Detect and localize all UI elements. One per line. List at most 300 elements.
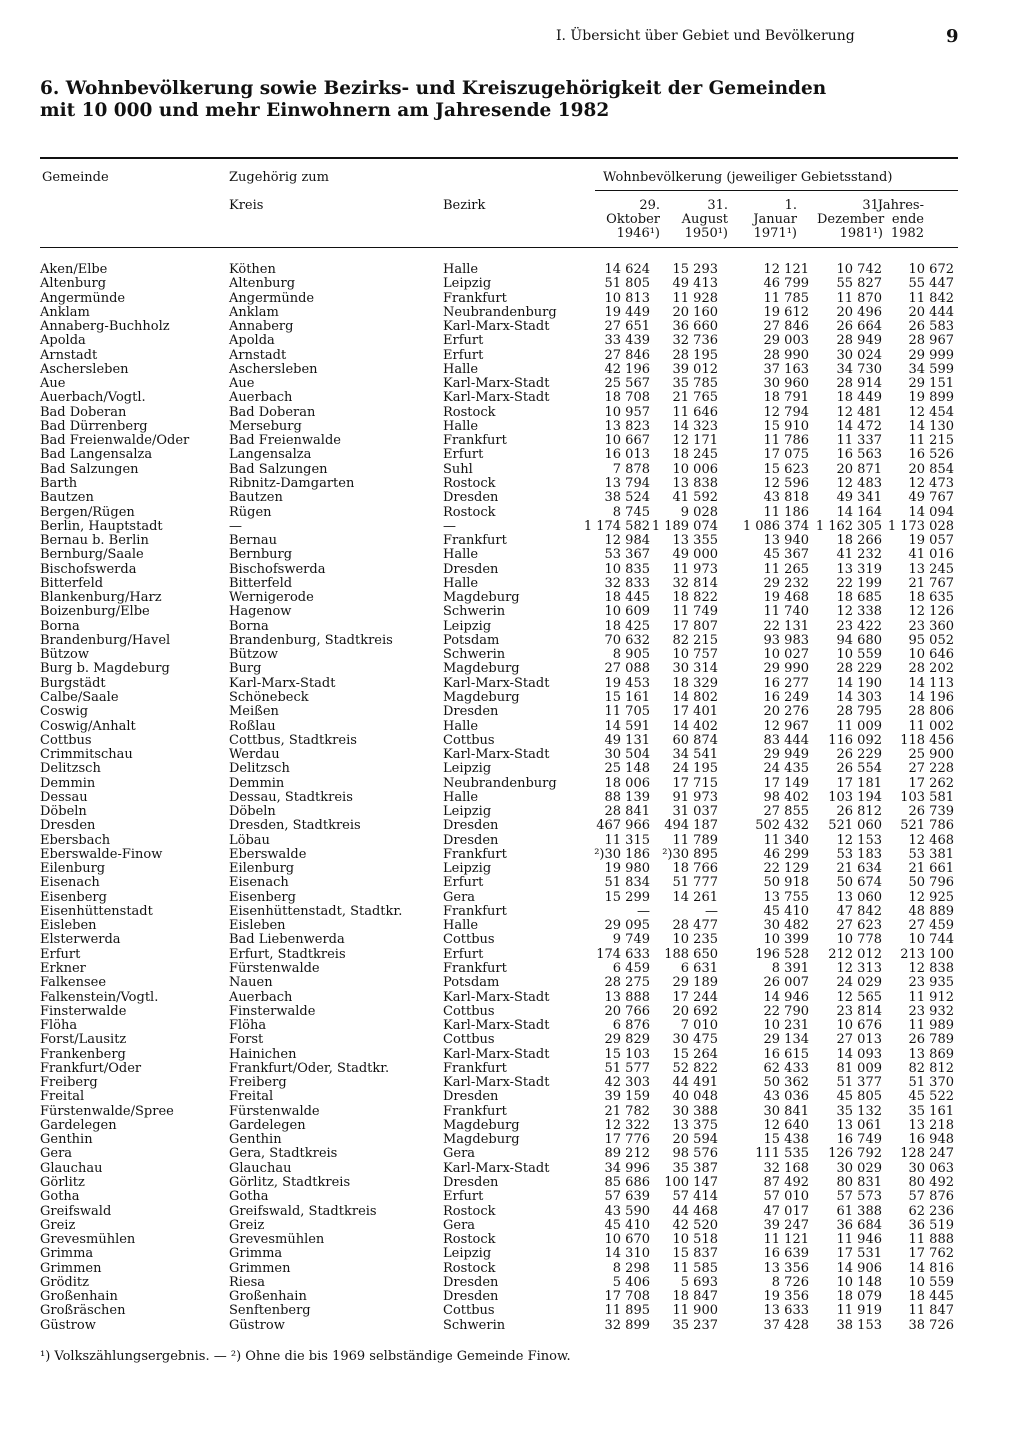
cell-pop-1950: 11 789 xyxy=(672,832,718,848)
cell-pop-1981: 36 684 xyxy=(836,1217,882,1233)
cell-pop-1982: 128 247 xyxy=(900,1146,954,1162)
table-body xyxy=(0,263,1024,1333)
cell-pop-1946: 88 139 xyxy=(604,789,650,805)
cell-pop-1971: 39 247 xyxy=(763,1217,809,1233)
cell-bezirk: Neubrandenburg xyxy=(443,775,557,791)
table-row xyxy=(0,1147,1024,1161)
cell-pop-1950: 35 785 xyxy=(672,376,718,392)
cell-bezirk: Gera xyxy=(443,1217,476,1233)
cell-kreis: Aschersleben xyxy=(229,361,318,377)
cell-pop-1946: 20 766 xyxy=(604,1003,650,1019)
cell-pop-1982: 12 454 xyxy=(908,404,954,420)
cell-bezirk: Halle xyxy=(443,418,479,434)
cell-kreis: Bützow xyxy=(229,647,278,663)
cell-kreis: Bautzen xyxy=(229,490,283,506)
cell-pop-1950: 57 414 xyxy=(672,1189,718,1205)
cell-kreis: Gardelegen xyxy=(229,1117,306,1133)
cell-pop-1971: 12 596 xyxy=(763,475,809,491)
table-row xyxy=(0,377,1024,391)
cell-pop-1946: 10 957 xyxy=(604,404,650,420)
cell-pop-1981: 17 181 xyxy=(836,775,882,791)
cell-bezirk: Halle xyxy=(443,789,479,805)
cell-bezirk: Cottbus xyxy=(443,1303,495,1319)
cell-pop-1950: 20 692 xyxy=(672,1003,718,1019)
cell-pop-1982: 51 370 xyxy=(908,1075,954,1091)
cell-pop-1982: 21 767 xyxy=(908,575,954,591)
cell-pop-1981: 49 341 xyxy=(836,490,882,506)
cell-kreis: Bitterfeld xyxy=(229,575,293,591)
cell-gemeinde: Erkner xyxy=(40,961,86,977)
cell-pop-1946: 25 567 xyxy=(604,376,650,392)
cell-bezirk: Rostock xyxy=(443,504,496,520)
cell-pop-1981: 14 303 xyxy=(836,689,882,705)
cell-pop-1982: 18 635 xyxy=(908,590,954,606)
cell-pop-1971: 11 265 xyxy=(763,561,809,577)
cell-pop-1982: 80 492 xyxy=(908,1175,954,1190)
cell-pop-1971: 10 231 xyxy=(763,1018,809,1034)
cell-bezirk: Rostock xyxy=(443,1232,496,1248)
cell-pop-1971: 32 168 xyxy=(763,1160,809,1176)
cell-kreis: Grimmen xyxy=(229,1260,291,1276)
cell-gemeinde: Berlin, Hauptstadt xyxy=(40,518,163,534)
cell-gemeinde: Aken/Elbe xyxy=(40,262,108,277)
cell-pop-1981: 23 422 xyxy=(836,618,882,634)
cell-bezirk: Frankfurt xyxy=(443,290,507,306)
cell-gemeinde: Bad Freienwalde/Oder xyxy=(40,433,190,449)
cell-pop-1981: 10 676 xyxy=(836,1018,882,1034)
header-wohnbevoelkerung: Wohnbevölkerung (jeweiliger Gebietsstand) xyxy=(603,170,893,185)
cell-gemeinde: Dresden xyxy=(40,818,96,834)
table-row xyxy=(0,834,1024,848)
cell-gemeinde: Fürstenwalde/Spree xyxy=(40,1103,174,1119)
cell-kreis: Güstrow xyxy=(229,1317,285,1333)
cell-kreis: Langensalza xyxy=(229,447,312,463)
cell-gemeinde: Boizenburg/Elbe xyxy=(40,604,150,620)
cell-pop-1946: 13 888 xyxy=(604,989,650,1005)
cell-pop-1971: 45 367 xyxy=(763,547,809,563)
cell-pop-1950: 49 413 xyxy=(672,276,718,292)
cell-kreis: Angermünde xyxy=(229,290,315,306)
cell-kreis: Bad Freienwalde xyxy=(229,433,341,449)
cell-bezirk: Potsdam xyxy=(443,975,500,991)
cell-pop-1946: 28 275 xyxy=(604,975,650,991)
cell-pop-1946: 32 899 xyxy=(604,1317,650,1333)
cell-pop-1946: 19 980 xyxy=(604,861,650,877)
table-row xyxy=(0,363,1024,377)
cell-pop-1982: 55 447 xyxy=(908,276,954,292)
cell-pop-1981: 12 565 xyxy=(836,989,882,1005)
cell-pop-1950: 49 000 xyxy=(672,547,718,563)
cell-pop-1946: 53 367 xyxy=(604,547,650,563)
cell-bezirk: Leipzig xyxy=(443,618,492,634)
table-row xyxy=(0,720,1024,734)
cell-pop-1950: 20 594 xyxy=(672,1132,718,1148)
cell-pop-1971: 27 846 xyxy=(763,319,809,335)
cell-bezirk: Dresden xyxy=(443,561,499,577)
cell-pop-1971: 29 003 xyxy=(763,333,809,349)
cell-pop-1946: 42 303 xyxy=(604,1075,650,1091)
table-row xyxy=(0,577,1024,591)
cell-pop-1946: 19 449 xyxy=(604,304,650,320)
cell-pop-1982: 27 459 xyxy=(908,918,954,934)
cell-pop-1982: 19 057 xyxy=(908,533,954,549)
cell-bezirk: Frankfurt xyxy=(443,433,507,449)
cell-bezirk: Neubrandenburg xyxy=(443,304,557,320)
cell-pop-1982: 23 935 xyxy=(908,975,954,991)
cell-pop-1946: 8 905 xyxy=(612,647,650,663)
cell-pop-1946: 32 833 xyxy=(604,575,650,591)
cell-pop-1971: 30 960 xyxy=(763,376,809,392)
cell-kreis: Köthen xyxy=(229,262,276,277)
cell-pop-1982: 12 126 xyxy=(908,604,954,620)
cell-bezirk: Magdeburg xyxy=(443,590,520,606)
cell-bezirk: Karl-Marx-Stadt xyxy=(443,390,550,406)
table-row xyxy=(0,1233,1024,1247)
cell-pop-1971: 12 121 xyxy=(763,262,809,277)
cell-pop-1946: 85 686 xyxy=(604,1175,650,1190)
cell-pop-1950: 11 900 xyxy=(672,1303,718,1319)
cell-gemeinde: Burgstädt xyxy=(40,675,106,691)
cell-pop-1982: 38 726 xyxy=(908,1317,954,1333)
cell-pop-1950: — xyxy=(705,903,718,919)
cell-bezirk: Dresden xyxy=(443,1089,499,1105)
cell-bezirk: Dresden xyxy=(443,1274,499,1290)
table-row xyxy=(0,662,1024,676)
cell-pop-1950: 14 323 xyxy=(672,418,718,434)
cell-pop-1950: 30 475 xyxy=(672,1032,718,1048)
table-row xyxy=(0,491,1024,505)
table-row xyxy=(0,933,1024,947)
cell-pop-1982: 11 989 xyxy=(908,1018,954,1034)
cell-gemeinde: Bischofswerda xyxy=(40,561,137,577)
cell-kreis: Riesa xyxy=(229,1274,266,1290)
cell-pop-1982: 95 052 xyxy=(908,632,954,648)
cell-kreis: Hainichen xyxy=(229,1046,297,1062)
cell-gemeinde: Genthin xyxy=(40,1132,93,1148)
cell-pop-1981: 30 024 xyxy=(836,347,882,363)
cell-pop-1971: 12 794 xyxy=(763,404,809,420)
cell-pop-1946: 11 895 xyxy=(604,1303,650,1319)
cell-kreis: Bernau xyxy=(229,533,277,549)
cell-pop-1982: 28 967 xyxy=(908,333,954,349)
cell-pop-1982: 14 113 xyxy=(908,675,954,691)
cell-pop-1982: 57 876 xyxy=(908,1189,954,1205)
cell-gemeinde: Arnstadt xyxy=(40,347,98,363)
table-row xyxy=(0,805,1024,819)
cell-pop-1946: 11 705 xyxy=(604,704,650,720)
cell-pop-1981: 20 496 xyxy=(836,304,882,320)
cell-pop-1950: 60 874 xyxy=(672,732,718,748)
table-row xyxy=(0,905,1024,919)
cell-kreis: Burg xyxy=(229,661,262,677)
cell-pop-1971: 1 086 374 xyxy=(742,518,809,534)
cell-bezirk: Karl-Marx-Stadt xyxy=(443,747,550,763)
cell-pop-1982: 12 925 xyxy=(908,889,954,905)
cell-pop-1982: 18 445 xyxy=(908,1289,954,1305)
table-row xyxy=(0,520,1024,534)
cell-bezirk: Cottbus xyxy=(443,1032,495,1048)
cell-pop-1971: 11 740 xyxy=(763,604,809,620)
cell-pop-1950: 21 765 xyxy=(672,390,718,406)
cell-pop-1971: 13 356 xyxy=(763,1260,809,1276)
cell-pop-1950: 12 171 xyxy=(672,433,718,449)
table-row xyxy=(0,605,1024,619)
table-row xyxy=(0,506,1024,520)
table-row xyxy=(0,705,1024,719)
cell-pop-1982: 12 473 xyxy=(908,475,954,491)
cell-pop-1971: 30 482 xyxy=(763,918,809,934)
cell-kreis: Cottbus, Stadtkreis xyxy=(229,732,357,748)
cell-pop-1982: 10 672 xyxy=(908,262,954,277)
cell-pop-1981: 22 199 xyxy=(836,575,882,591)
cell-pop-1982: 26 739 xyxy=(908,804,954,820)
cell-pop-1981: 50 674 xyxy=(836,875,882,891)
cell-kreis: Karl-Marx-Stadt xyxy=(229,675,336,691)
cell-pop-1946: 34 996 xyxy=(604,1160,650,1176)
cell-pop-1950: 91 973 xyxy=(672,789,718,805)
cell-pop-1982: 20 854 xyxy=(908,461,954,477)
cell-pop-1971: 50 362 xyxy=(763,1075,809,1091)
cell-pop-1950: 7 010 xyxy=(680,1018,718,1034)
cell-gemeinde: Görlitz xyxy=(40,1175,85,1190)
cell-gemeinde: Coswig/Anhalt xyxy=(40,718,136,734)
table-row xyxy=(0,391,1024,405)
cell-bezirk: Cottbus xyxy=(443,1003,495,1019)
cell-gemeinde: Eisenach xyxy=(40,875,100,891)
cell-bezirk: Leipzig xyxy=(443,761,492,777)
cell-pop-1971: 27 855 xyxy=(763,804,809,820)
cell-pop-1971: 22 790 xyxy=(763,1003,809,1019)
cell-bezirk: Magdeburg xyxy=(443,661,520,677)
cell-pop-1971: 10 027 xyxy=(763,647,809,663)
cell-kreis: Erfurt, Stadtkreis xyxy=(229,946,346,962)
cell-pop-1981: 53 183 xyxy=(836,846,882,862)
cell-kreis: Nauen xyxy=(229,975,273,991)
cell-pop-1946: 15 161 xyxy=(604,689,650,705)
cell-pop-1971: 62 433 xyxy=(763,1060,809,1076)
cell-pop-1950: 35 387 xyxy=(672,1160,718,1176)
cell-gemeinde: Gotha xyxy=(40,1189,80,1205)
cell-bezirk: Cottbus xyxy=(443,732,495,748)
cell-pop-1950: 1 189 074 xyxy=(651,518,718,534)
cell-kreis: Apolda xyxy=(229,333,275,349)
cell-bezirk: Magdeburg xyxy=(443,689,520,705)
cell-gemeinde: Güstrow xyxy=(40,1317,96,1333)
cell-pop-1971: 16 249 xyxy=(763,689,809,705)
cell-pop-1950: 51 777 xyxy=(672,875,718,891)
cell-pop-1950: 32 814 xyxy=(672,575,718,591)
cell-pop-1971: 87 492 xyxy=(763,1175,809,1190)
cell-kreis: Freital xyxy=(229,1089,274,1105)
cell-pop-1981: 10 559 xyxy=(836,647,882,663)
cell-pop-1971: 15 910 xyxy=(763,418,809,434)
cell-kreis: Dresden, Stadtkreis xyxy=(229,818,361,834)
cell-kreis: Bad Salzungen xyxy=(229,461,328,477)
cell-pop-1950: 82 215 xyxy=(672,632,718,648)
table-row xyxy=(0,1005,1024,1019)
cell-gemeinde: Brandenburg/Havel xyxy=(40,632,171,648)
cell-gemeinde: Eilenburg xyxy=(40,861,106,877)
cell-kreis: Gotha xyxy=(229,1189,269,1205)
running-head: I. Übersicht über Gebiet und Bevölkerung xyxy=(556,28,855,44)
table-row xyxy=(0,948,1024,962)
cell-bezirk: Erfurt xyxy=(443,875,484,891)
cell-gemeinde: Greiz xyxy=(40,1217,76,1233)
header-gemeinde: Gemeinde xyxy=(42,170,109,185)
cell-kreis: Eisleben xyxy=(229,918,286,934)
cell-kreis: Görlitz, Stadtkreis xyxy=(229,1175,351,1190)
cell-kreis: Werdau xyxy=(229,747,280,763)
population-header-rule xyxy=(595,190,958,191)
cell-bezirk: Frankfurt xyxy=(443,533,507,549)
cell-pop-1946: 8 298 xyxy=(612,1260,650,1276)
table-row xyxy=(0,976,1024,990)
cell-kreis: Eisenberg xyxy=(229,889,296,905)
cell-pop-1971: 29 134 xyxy=(763,1032,809,1048)
cell-pop-1971: 13 633 xyxy=(763,1303,809,1319)
cell-pop-1971: 83 444 xyxy=(763,732,809,748)
cell-pop-1971: 17 075 xyxy=(763,447,809,463)
cell-bezirk: Leipzig xyxy=(443,276,492,292)
cell-pop-1981: 11 946 xyxy=(836,1232,882,1248)
cell-pop-1982: 50 796 xyxy=(908,875,954,891)
cell-kreis: Döbeln xyxy=(229,804,276,820)
cell-gemeinde: Cottbus xyxy=(40,732,92,748)
cell-pop-1950: 13 838 xyxy=(672,475,718,491)
cell-pop-1946: 28 841 xyxy=(604,804,650,820)
table-row xyxy=(0,791,1024,805)
cell-gemeinde: Frankenberg xyxy=(40,1046,126,1062)
cell-bezirk: Potsdam xyxy=(443,632,500,648)
cell-kreis: Genthin xyxy=(229,1132,282,1148)
table-row xyxy=(0,277,1024,291)
cell-pop-1982: 11 888 xyxy=(908,1232,954,1248)
cell-pop-1946: 467 966 xyxy=(596,818,650,834)
cell-pop-1971: 8 726 xyxy=(771,1274,809,1290)
table-row xyxy=(0,1105,1024,1119)
cell-pop-1981: 11 870 xyxy=(836,290,882,306)
table-row xyxy=(0,1019,1024,1033)
cell-gemeinde: Aschersleben xyxy=(40,361,129,377)
cell-pop-1946: 49 131 xyxy=(604,732,650,748)
cell-pop-1971: 22 131 xyxy=(763,618,809,634)
cell-pop-1971: 13 940 xyxy=(763,533,809,549)
cell-pop-1946: 21 782 xyxy=(604,1103,650,1119)
table-row xyxy=(0,563,1024,577)
cell-pop-1950: 17 715 xyxy=(672,775,718,791)
cell-pop-1950: 13 375 xyxy=(672,1117,718,1133)
cell-bezirk: Dresden xyxy=(443,704,499,720)
cell-gemeinde: Bad Doberan xyxy=(40,404,127,420)
cell-bezirk: — xyxy=(443,518,456,534)
cell-pop-1950: 6 631 xyxy=(680,961,718,977)
table-row xyxy=(0,1033,1024,1047)
cell-pop-1981: 55 827 xyxy=(836,276,882,292)
cell-pop-1950: 494 187 xyxy=(664,818,718,834)
cell-pop-1950: 14 402 xyxy=(672,718,718,734)
table-row xyxy=(0,1219,1024,1233)
table-row xyxy=(0,1290,1024,1304)
table-row xyxy=(0,1262,1024,1276)
table-row xyxy=(0,1176,1024,1190)
cell-bezirk: Dresden xyxy=(443,490,499,506)
header-date-1982: Jahres- ende 1982 xyxy=(877,198,924,241)
table-row xyxy=(0,320,1024,334)
table-row xyxy=(0,819,1024,833)
cell-pop-1946: 51 577 xyxy=(604,1060,650,1076)
cell-pop-1946: 18 708 xyxy=(604,390,650,406)
cell-pop-1946: 51 834 xyxy=(604,875,650,891)
cell-pop-1981: 103 194 xyxy=(828,789,882,805)
cell-pop-1950: 34 541 xyxy=(672,747,718,763)
cell-pop-1971: 28 990 xyxy=(763,347,809,363)
cell-gemeinde: Flöha xyxy=(40,1018,78,1034)
cell-bezirk: Rostock xyxy=(443,404,496,420)
cell-pop-1981: 81 009 xyxy=(836,1060,882,1076)
header-date-1946: 29. Oktober 1946¹) xyxy=(606,198,660,241)
cell-kreis: Arnstadt xyxy=(229,347,287,363)
cell-pop-1950: 24 195 xyxy=(672,761,718,777)
table-title xyxy=(40,78,940,122)
cell-bezirk: Halle xyxy=(443,718,479,734)
cell-pop-1981: 116 092 xyxy=(828,732,882,748)
table-row xyxy=(0,876,1024,890)
cell-bezirk: Halle xyxy=(443,575,479,591)
cell-gemeinde: Döbeln xyxy=(40,804,87,820)
cell-pop-1946: 27 846 xyxy=(604,347,650,363)
table-row xyxy=(0,648,1024,662)
cell-pop-1982: 48 889 xyxy=(908,903,954,919)
cell-gemeinde: Angermünde xyxy=(40,290,126,306)
cell-pop-1981: 26 812 xyxy=(836,804,882,820)
cell-pop-1982: 14 816 xyxy=(908,1260,954,1276)
cell-pop-1971: 50 918 xyxy=(763,875,809,891)
cell-pop-1946: 18 445 xyxy=(604,590,650,606)
cell-pop-1982: 103 581 xyxy=(900,789,954,805)
cell-pop-1982: 27 228 xyxy=(908,761,954,777)
cell-pop-1946: 15 103 xyxy=(604,1046,650,1062)
cell-pop-1982: 25 900 xyxy=(908,747,954,763)
cell-kreis: Brandenburg, Stadtkreis xyxy=(229,632,393,648)
cell-pop-1971: 46 799 xyxy=(763,276,809,292)
table-row xyxy=(0,677,1024,691)
table-row xyxy=(0,1319,1024,1333)
cell-pop-1982: 28 202 xyxy=(908,661,954,677)
table-top-rule xyxy=(40,157,958,159)
cell-kreis: Flöha xyxy=(229,1018,267,1034)
cell-gemeinde: Bitterfeld xyxy=(40,575,104,591)
cell-pop-1971: 24 435 xyxy=(763,761,809,777)
cell-pop-1982: 12 468 xyxy=(908,832,954,848)
cell-gemeinde: Erfurt xyxy=(40,946,81,962)
cell-pop-1981: 10 778 xyxy=(836,932,882,948)
cell-bezirk: Erfurt xyxy=(443,1189,484,1205)
cell-pop-1982: 23 932 xyxy=(908,1003,954,1019)
cell-kreis: Schönebeck xyxy=(229,689,309,705)
cell-pop-1981: 13 060 xyxy=(836,889,882,905)
cell-kreis: Fürstenwalde xyxy=(229,1103,320,1119)
cell-pop-1982: 29 999 xyxy=(908,347,954,363)
cell-kreis: Auerbach xyxy=(229,390,293,406)
cell-pop-1982: 26 583 xyxy=(908,319,954,335)
cell-pop-1950: ²)30 895 xyxy=(662,846,718,862)
table-row xyxy=(0,620,1024,634)
cell-pop-1950: 52 822 xyxy=(672,1060,718,1076)
cell-pop-1981: 1 162 305 xyxy=(815,518,882,534)
cell-pop-1981: 47 842 xyxy=(836,903,882,919)
cell-pop-1950: 188 650 xyxy=(664,946,718,962)
cell-gemeinde: Forst/Lausitz xyxy=(40,1032,127,1048)
